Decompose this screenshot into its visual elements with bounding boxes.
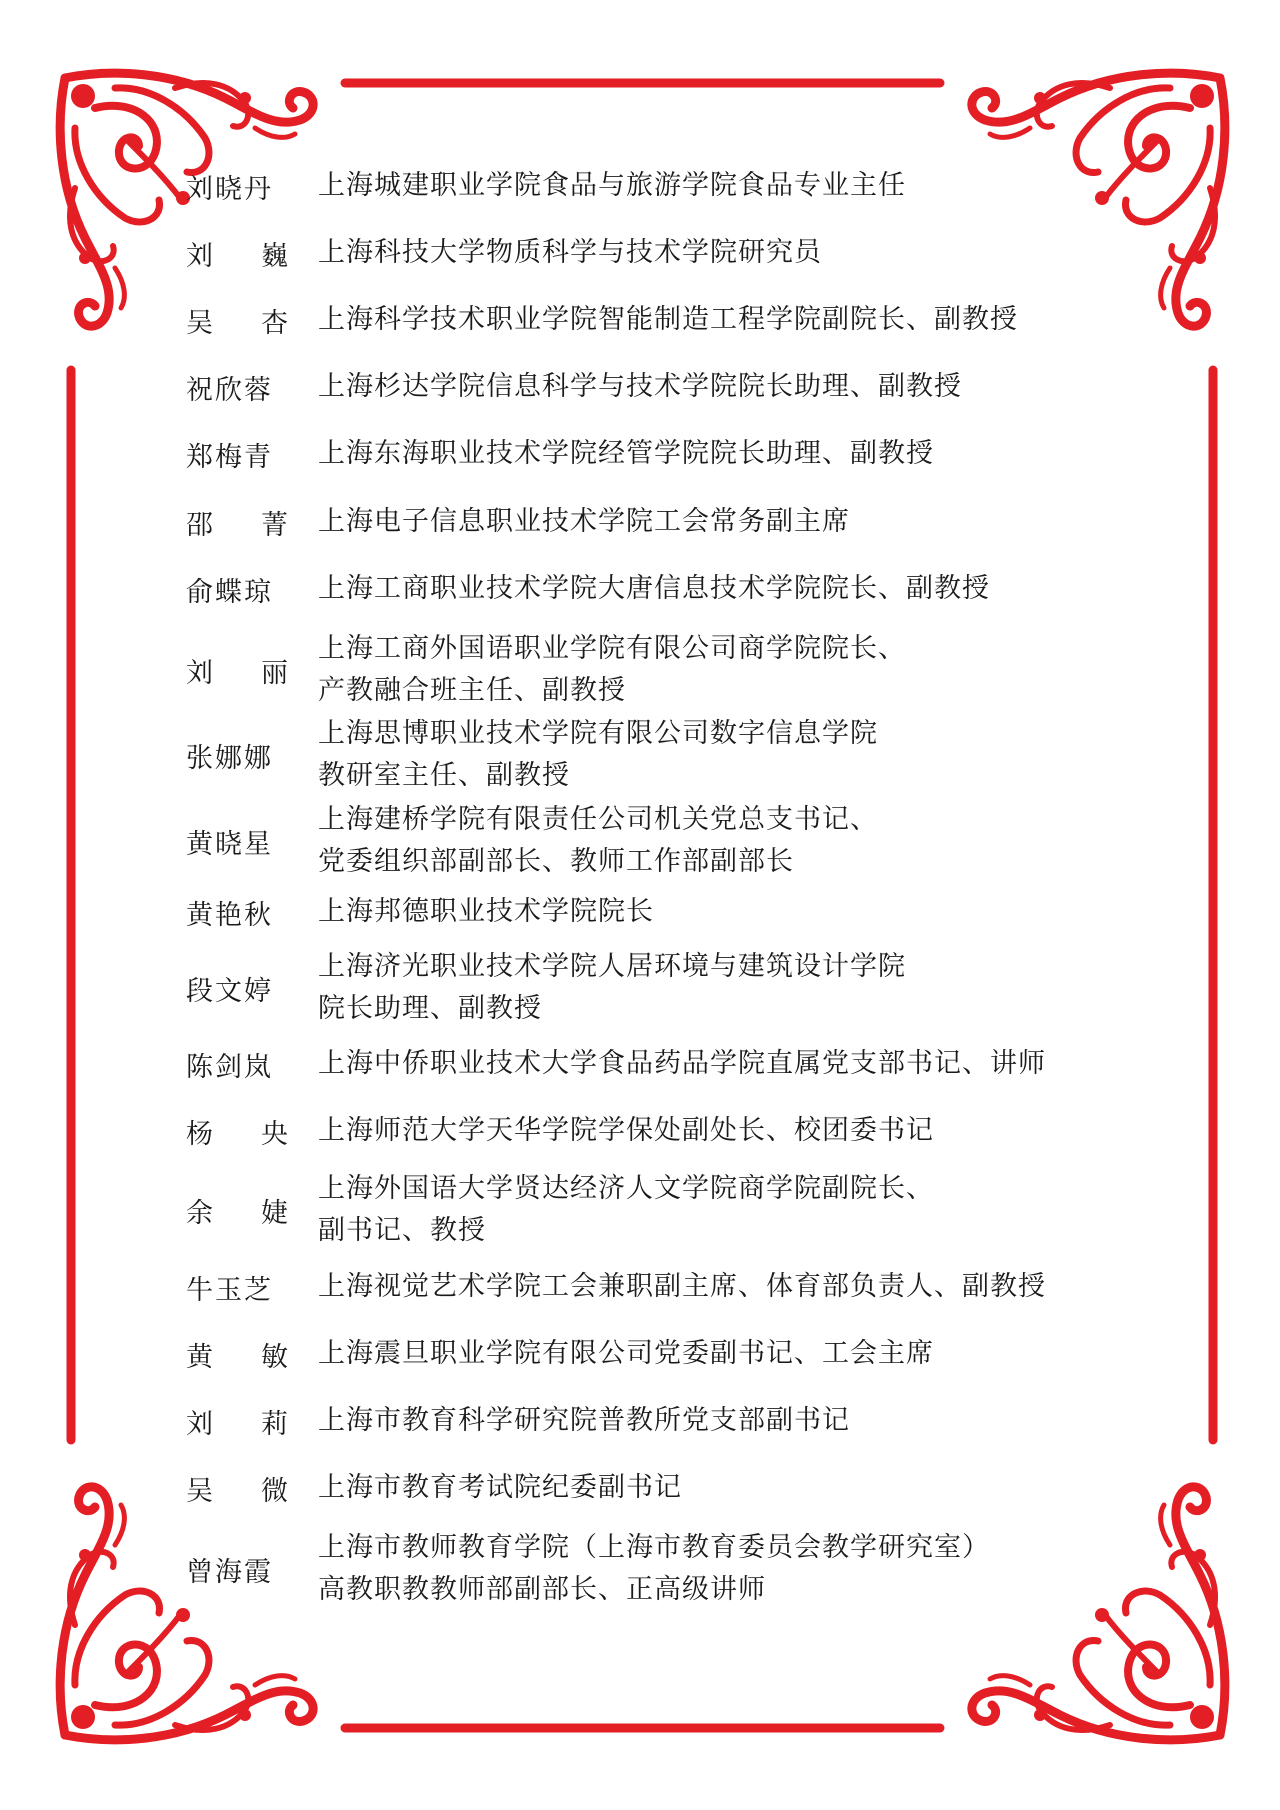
member-name: 刘莉 <box>186 1408 336 1440</box>
member-title <box>318 433 1126 475</box>
member-row <box>186 1527 1126 1611</box>
member-title-line: 上海科技大学物质科学与技术学院研究员 <box>318 237 822 268</box>
member-title-line: 上海市教师教育学院（上海市教育委员会教学研究室） <box>318 1532 990 1563</box>
member-row <box>186 946 1126 1030</box>
member-name: 段文婷 <box>186 975 273 1007</box>
member-name: 刘晓丹 <box>186 173 273 205</box>
member-title-line: 上海师范大学天华学院学保处副处长、校团委书记 <box>318 1115 934 1146</box>
member-name: 吴杏 <box>186 307 336 339</box>
member-name: 曾海霞 <box>186 1556 273 1588</box>
member-title-line: 教研室主任、副教授 <box>318 760 570 791</box>
member-title-line: 上海市教育科学研究院普教所党支部副书记 <box>318 1405 850 1436</box>
member-title <box>318 165 1126 207</box>
member-title <box>318 1333 1126 1375</box>
member-title <box>318 1400 1126 1442</box>
member-title-line: 上海工商职业技术学院大唐信息技术学院院长、副教授 <box>318 573 990 604</box>
member-title <box>318 628 1126 712</box>
member-title <box>318 891 1126 933</box>
member-title <box>318 232 1126 274</box>
member-row <box>186 501 1126 543</box>
member-name: 黄艳秋 <box>186 899 273 931</box>
member-row <box>186 366 1126 408</box>
member-name: 陈剑岚 <box>186 1051 273 1083</box>
member-title <box>318 299 1126 341</box>
member-name: 张娜娜 <box>186 742 273 774</box>
member-row <box>186 568 1126 610</box>
member-title-line: 上海建桥学院有限责任公司机关党总支书记、 <box>318 804 878 835</box>
member-name: 刘巍 <box>186 240 336 272</box>
member-title <box>318 366 1126 408</box>
member-row <box>186 1110 1126 1152</box>
member-title-line: 产教融合班主任、副教授 <box>318 675 626 706</box>
member-row <box>186 1467 1126 1509</box>
member-title-line: 上海科学技术职业学院智能制造工程学院副院长、副教授 <box>318 304 1018 335</box>
member-row <box>186 299 1126 341</box>
member-title-line: 上海思博职业技术学院有限公司数字信息学院 <box>318 718 878 749</box>
member-title-line: 上海震旦职业学院有限公司党委副书记、工会主席 <box>318 1338 934 1369</box>
member-name: 郑梅青 <box>186 441 273 473</box>
corner-ornament-bottom-left <box>60 1487 313 1740</box>
member-title-line: 高教职教教师部副部长、正高级讲师 <box>318 1574 766 1605</box>
member-row <box>186 433 1126 475</box>
member-row <box>186 1266 1126 1308</box>
member-title-line: 上海邦德职业技术学院院长 <box>318 896 654 927</box>
member-title-line: 副书记、教授 <box>318 1215 486 1246</box>
member-name: 祝欣蓉 <box>186 374 273 406</box>
member-title <box>318 1110 1126 1152</box>
member-title <box>318 1527 1126 1611</box>
member-row <box>186 1168 1126 1252</box>
member-row <box>186 1043 1126 1085</box>
member-title <box>318 568 1126 610</box>
member-row <box>186 628 1126 712</box>
member-title-line: 上海工商外国语职业学院有限公司商学院院长、 <box>318 633 906 664</box>
member-title-line: 上海中侨职业技术大学食品药品学院直属党支部书记、讲师 <box>318 1048 1046 1079</box>
member-row <box>186 713 1126 797</box>
member-row <box>186 1333 1126 1375</box>
member-row <box>186 232 1126 274</box>
member-title-line: 上海市教育考试院纪委副书记 <box>318 1472 682 1503</box>
member-name: 杨央 <box>186 1118 336 1150</box>
member-title-line: 上海视觉艺术学院工会兼职副主席、体育部负责人、副教授 <box>318 1271 1046 1302</box>
member-title <box>318 799 1126 883</box>
member-title-line: 院长助理、副教授 <box>318 993 542 1024</box>
member-title <box>318 501 1126 543</box>
member-title <box>318 1043 1126 1085</box>
member-name: 俞蝶琼 <box>186 576 273 608</box>
member-title-line: 党委组织部副部长、教师工作部副部长 <box>318 846 794 877</box>
member-name: 黄晓星 <box>186 828 273 860</box>
member-title-line: 上海东海职业技术学院经管学院院长助理、副教授 <box>318 438 934 469</box>
member-title-line: 上海城建职业学院食品与旅游学院食品专业主任 <box>318 170 906 201</box>
member-row <box>186 165 1126 207</box>
member-title <box>318 713 1126 797</box>
member-name: 余婕 <box>186 1197 336 1229</box>
member-row <box>186 891 1126 933</box>
member-title <box>318 1266 1126 1308</box>
member-title-line: 上海电子信息职业技术学院工会常务副主席 <box>318 506 850 537</box>
member-title <box>318 946 1126 1030</box>
member-name: 牛玉芝 <box>186 1274 273 1306</box>
member-name: 吴微 <box>186 1475 336 1507</box>
member-row <box>186 1400 1126 1442</box>
member-title-line: 上海济光职业技术学院人居环境与建筑设计学院 <box>318 951 906 982</box>
member-name: 邵菁 <box>186 509 336 541</box>
corner-ornament-bottom-right <box>972 1487 1225 1740</box>
member-title-line: 上海杉达学院信息科学与技术学院院长助理、副教授 <box>318 371 962 402</box>
member-name: 黄敏 <box>186 1341 336 1373</box>
member-title <box>318 1467 1126 1509</box>
member-title <box>318 1168 1126 1252</box>
member-title-line: 上海外国语大学贤达经济人文学院商学院副院长、 <box>318 1173 934 1204</box>
member-row <box>186 799 1126 883</box>
member-name: 刘丽 <box>186 657 336 689</box>
